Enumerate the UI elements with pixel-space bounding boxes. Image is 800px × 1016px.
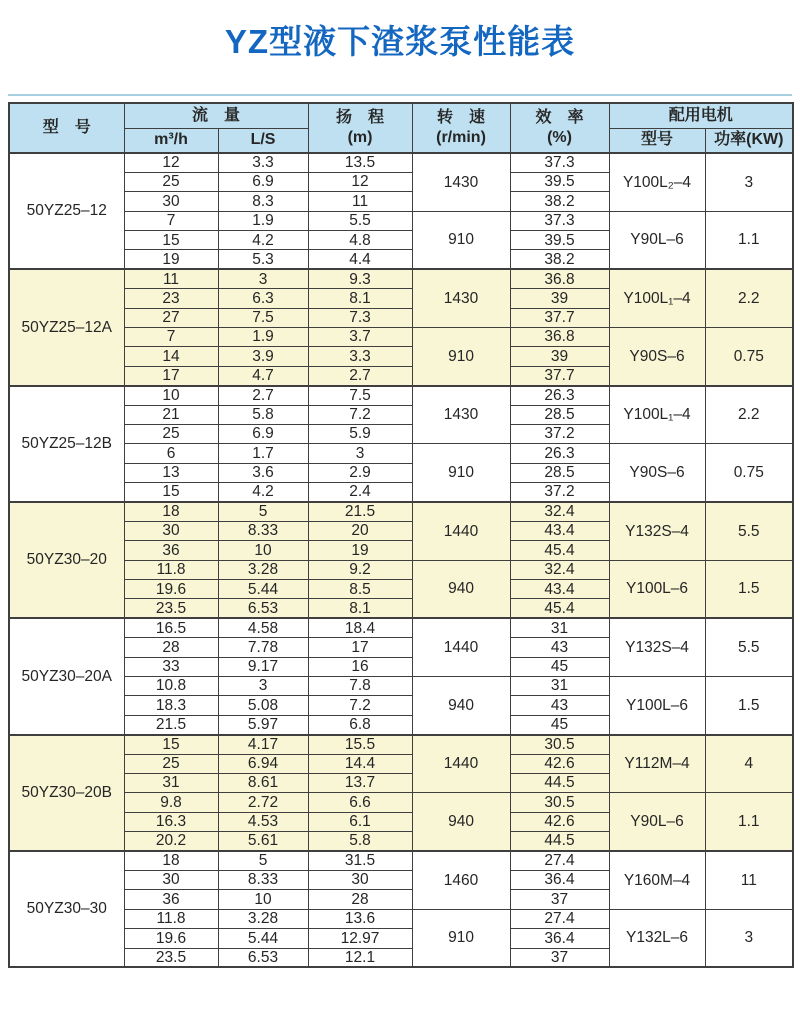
head-cell: 19 — [308, 541, 412, 560]
flow-m3h-cell: 13 — [124, 463, 218, 482]
head-cell: 15.5 — [308, 735, 412, 754]
flow-ls-cell: 4.7 — [218, 366, 308, 385]
motor-model-cell: Y90L–6 — [609, 211, 705, 269]
flow-m3h-cell: 23 — [124, 289, 218, 308]
head-cell: 2.9 — [308, 463, 412, 482]
flow-m3h-cell: 23.5 — [124, 948, 218, 967]
flow-m3h-cell: 18.3 — [124, 696, 218, 715]
flow-m3h-cell: 20.2 — [124, 832, 218, 851]
motor-power-cell: 5.5 — [705, 502, 793, 560]
table-row — [9, 328, 793, 347]
efficiency-cell: 27.4 — [510, 851, 609, 870]
model-cell: 50YZ25–12B — [9, 386, 124, 502]
flow-ls-cell: 2.72 — [218, 793, 308, 812]
flow-m3h-cell: 25 — [124, 424, 218, 443]
head-cell: 8.5 — [308, 580, 412, 599]
head-cell: 4.8 — [308, 231, 412, 250]
efficiency-cell: 28.5 — [510, 405, 609, 424]
flow-ls-cell: 3.28 — [218, 909, 308, 928]
head-cell: 16 — [308, 657, 412, 676]
head-cell: 6.8 — [308, 715, 412, 734]
efficiency-cell: 32.4 — [510, 502, 609, 521]
head-cell: 5.5 — [308, 211, 412, 230]
motor-power-cell: 1.1 — [705, 793, 793, 851]
efficiency-cell: 30.5 — [510, 793, 609, 812]
flow-m3h-cell: 17 — [124, 366, 218, 385]
flow-m3h-cell: 30 — [124, 521, 218, 540]
efficiency-cell: 31 — [510, 677, 609, 696]
head-cell: 2.4 — [308, 483, 412, 502]
flow-m3h-cell: 30 — [124, 870, 218, 889]
flow-m3h-cell: 25 — [124, 172, 218, 191]
motor-power-cell: 4 — [705, 735, 793, 793]
flow-ls-cell: 6.9 — [218, 424, 308, 443]
head-cell: 17 — [308, 638, 412, 657]
efficiency-cell: 36.8 — [510, 269, 609, 288]
efficiency-cell: 45 — [510, 657, 609, 676]
motor-power-cell: 0.75 — [705, 328, 793, 386]
motor-power-cell: 2.2 — [705, 386, 793, 444]
table-row — [9, 793, 793, 812]
head-cell: 6.1 — [308, 812, 412, 831]
flow-m3h-cell: 18 — [124, 502, 218, 521]
efficiency-cell: 26.3 — [510, 386, 609, 405]
flow-ls-cell: 3.28 — [218, 560, 308, 579]
table-row — [9, 851, 793, 870]
flow-ls-cell: 5 — [218, 502, 308, 521]
efficiency-cell: 37.3 — [510, 211, 609, 230]
flow-m3h-cell: 6 — [124, 444, 218, 463]
efficiency-cell: 37.7 — [510, 366, 609, 385]
efficiency-cell: 37.2 — [510, 483, 609, 502]
head-cell: 28 — [308, 890, 412, 909]
efficiency-cell: 26.3 — [510, 444, 609, 463]
efficiency-cell: 36.4 — [510, 870, 609, 889]
head-cell: 7.5 — [308, 386, 412, 405]
flow-m3h-cell: 36 — [124, 541, 218, 560]
head-cell: 3 — [308, 444, 412, 463]
col-header-motor-power: 功率(KW) — [705, 128, 793, 153]
flow-ls-cell: 6.53 — [218, 599, 308, 618]
model-cell: 50YZ30–20A — [9, 618, 124, 734]
flow-ls-cell: 3 — [218, 677, 308, 696]
head-cell: 14.4 — [308, 754, 412, 773]
col-header-head-label: 扬 程 — [336, 109, 385, 126]
motor-power-cell: 5.5 — [705, 618, 793, 676]
motor-power-cell: 11 — [705, 851, 793, 909]
flow-m3h-cell: 10 — [124, 386, 218, 405]
motor-model-cell: Y132S–4 — [609, 502, 705, 560]
flow-ls-cell: 5.44 — [218, 580, 308, 599]
motor-model-cell: Y160M–4 — [609, 851, 705, 909]
flow-m3h-cell: 16.3 — [124, 812, 218, 831]
table-row — [9, 269, 793, 288]
flow-ls-cell: 4.2 — [218, 483, 308, 502]
head-cell: 13.6 — [308, 909, 412, 928]
model-cell: 50YZ30–20B — [9, 735, 124, 851]
head-cell: 13.7 — [308, 774, 412, 793]
motor-model-cell: Y100L₂–4 — [609, 153, 705, 211]
flow-ls-cell: 7.78 — [218, 638, 308, 657]
flow-ls-cell: 6.9 — [218, 172, 308, 191]
flow-ls-cell: 3 — [218, 269, 308, 288]
flow-m3h-cell: 7 — [124, 211, 218, 230]
flow-m3h-cell: 15 — [124, 231, 218, 250]
flow-m3h-cell: 19.6 — [124, 929, 218, 948]
motor-model-cell: Y100L₁–4 — [609, 269, 705, 327]
flow-m3h-cell: 21 — [124, 405, 218, 424]
table-row — [9, 444, 793, 463]
motor-power-cell: 2.2 — [705, 269, 793, 327]
flow-ls-cell: 5.3 — [218, 250, 308, 269]
flow-m3h-cell: 11 — [124, 269, 218, 288]
flow-ls-cell: 6.3 — [218, 289, 308, 308]
col-header-efficiency-unit: (%) — [547, 129, 572, 146]
model-cell: 50YZ30–20 — [9, 502, 124, 618]
head-cell: 11 — [308, 192, 412, 211]
flow-ls-cell: 3.9 — [218, 347, 308, 366]
head-cell: 4.4 — [308, 250, 412, 269]
motor-power-cell: 0.75 — [705, 444, 793, 502]
flow-ls-cell: 8.3 — [218, 192, 308, 211]
col-header-speed — [412, 103, 510, 153]
motor-model-cell: Y132L–6 — [609, 909, 705, 967]
speed-cell: 940 — [412, 677, 510, 735]
head-cell: 7.3 — [308, 308, 412, 327]
speed-cell: 1430 — [412, 386, 510, 444]
flow-ls-cell: 4.17 — [218, 735, 308, 754]
flow-m3h-cell: 12 — [124, 153, 218, 172]
efficiency-cell: 37 — [510, 948, 609, 967]
table-row — [9, 386, 793, 405]
efficiency-cell: 39.5 — [510, 231, 609, 250]
head-cell: 6.6 — [308, 793, 412, 812]
header-row-1 — [9, 103, 793, 128]
head-cell: 8.1 — [308, 289, 412, 308]
efficiency-cell: 39.5 — [510, 172, 609, 191]
flow-m3h-cell: 14 — [124, 347, 218, 366]
flow-ls-cell: 2.7 — [218, 386, 308, 405]
efficiency-cell: 44.5 — [510, 774, 609, 793]
efficiency-cell: 30.5 — [510, 735, 609, 754]
motor-model-cell: Y100L–6 — [609, 560, 705, 618]
head-cell: 2.7 — [308, 366, 412, 385]
col-header-speed-unit: (r/min) — [436, 129, 486, 146]
head-cell: 30 — [308, 870, 412, 889]
flow-ls-cell: 5.97 — [218, 715, 308, 734]
speed-cell: 910 — [412, 328, 510, 386]
efficiency-cell: 38.2 — [510, 250, 609, 269]
table-row — [9, 909, 793, 928]
efficiency-cell: 43 — [510, 638, 609, 657]
model-cell: 50YZ30–30 — [9, 851, 124, 967]
table-row — [9, 502, 793, 521]
col-header-motor: 配用电机 — [609, 103, 793, 128]
performance-table-body — [9, 153, 793, 967]
performance-table — [8, 102, 794, 968]
flow-ls-cell: 1.9 — [218, 211, 308, 230]
motor-power-cell: 1.5 — [705, 677, 793, 735]
efficiency-cell: 45 — [510, 715, 609, 734]
speed-cell: 1430 — [412, 269, 510, 327]
efficiency-cell: 45.4 — [510, 541, 609, 560]
motor-model-cell: Y100L₁–4 — [609, 386, 705, 444]
table-row — [9, 211, 793, 230]
flow-ls-cell: 1.9 — [218, 328, 308, 347]
flow-ls-cell: 4.53 — [218, 812, 308, 831]
efficiency-cell: 27.4 — [510, 909, 609, 928]
col-header-flow-m3h: m³/h — [124, 128, 218, 153]
efficiency-cell: 43.4 — [510, 580, 609, 599]
speed-cell: 1440 — [412, 502, 510, 560]
flow-m3h-cell: 27 — [124, 308, 218, 327]
flow-ls-cell: 5.8 — [218, 405, 308, 424]
head-cell: 9.2 — [308, 560, 412, 579]
table-top-rule — [8, 94, 792, 96]
flow-ls-cell: 1.7 — [218, 444, 308, 463]
flow-m3h-cell: 11.8 — [124, 909, 218, 928]
col-header-flow: 流 量 — [124, 103, 308, 128]
flow-ls-cell: 8.33 — [218, 521, 308, 540]
speed-cell: 940 — [412, 560, 510, 618]
motor-model-cell: Y132S–4 — [609, 618, 705, 676]
flow-m3h-cell: 33 — [124, 657, 218, 676]
flow-ls-cell: 6.94 — [218, 754, 308, 773]
head-cell: 12 — [308, 172, 412, 191]
flow-ls-cell: 10 — [218, 541, 308, 560]
head-cell: 7.8 — [308, 677, 412, 696]
flow-ls-cell: 5.61 — [218, 832, 308, 851]
flow-m3h-cell: 19 — [124, 250, 218, 269]
head-cell: 9.3 — [308, 269, 412, 288]
motor-power-cell: 1.1 — [705, 211, 793, 269]
efficiency-cell: 43 — [510, 696, 609, 715]
col-header-flow-ls: L/S — [218, 128, 308, 153]
model-cell: 50YZ25–12A — [9, 269, 124, 385]
head-cell: 7.2 — [308, 696, 412, 715]
flow-ls-cell: 7.5 — [218, 308, 308, 327]
head-cell: 12.1 — [308, 948, 412, 967]
flow-ls-cell: 5.08 — [218, 696, 308, 715]
flow-ls-cell: 8.61 — [218, 774, 308, 793]
motor-power-cell: 3 — [705, 909, 793, 967]
speed-cell: 910 — [412, 444, 510, 502]
head-cell: 5.9 — [308, 424, 412, 443]
efficiency-cell: 42.6 — [510, 754, 609, 773]
flow-m3h-cell: 10.8 — [124, 677, 218, 696]
flow-m3h-cell: 21.5 — [124, 715, 218, 734]
head-cell: 8.1 — [308, 599, 412, 618]
col-header-efficiency-label: 效 率 — [535, 109, 584, 126]
flow-ls-cell: 9.17 — [218, 657, 308, 676]
flow-m3h-cell: 19.6 — [124, 580, 218, 599]
head-cell: 7.2 — [308, 405, 412, 424]
speed-cell: 940 — [412, 793, 510, 851]
flow-ls-cell: 5.44 — [218, 929, 308, 948]
flow-ls-cell: 10 — [218, 890, 308, 909]
efficiency-cell: 36.8 — [510, 328, 609, 347]
head-cell: 3.3 — [308, 347, 412, 366]
efficiency-cell: 39 — [510, 347, 609, 366]
flow-ls-cell: 5 — [218, 851, 308, 870]
speed-cell: 910 — [412, 211, 510, 269]
table-row — [9, 153, 793, 172]
speed-cell: 910 — [412, 909, 510, 967]
model-cell: 50YZ25–12 — [9, 153, 124, 269]
flow-m3h-cell: 30 — [124, 192, 218, 211]
flow-ls-cell: 4.2 — [218, 231, 308, 250]
head-cell: 3.7 — [308, 328, 412, 347]
motor-model-cell: Y90S–6 — [609, 328, 705, 386]
flow-m3h-cell: 9.8 — [124, 793, 218, 812]
efficiency-cell: 36.4 — [510, 929, 609, 948]
col-header-head — [308, 103, 412, 153]
motor-model-cell: Y90L–6 — [609, 793, 705, 851]
page-title: YZ型液下渣浆泵性能表 — [224, 23, 576, 60]
head-cell: 12.97 — [308, 929, 412, 948]
performance-table-container — [8, 94, 792, 968]
motor-power-cell: 3 — [705, 153, 793, 211]
flow-m3h-cell: 31 — [124, 774, 218, 793]
flow-ls-cell: 3.3 — [218, 153, 308, 172]
head-cell: 13.5 — [308, 153, 412, 172]
efficiency-cell: 43.4 — [510, 521, 609, 540]
efficiency-cell: 42.6 — [510, 812, 609, 831]
flow-ls-cell: 8.33 — [218, 870, 308, 889]
col-header-model: 型 号 — [9, 103, 124, 153]
table-row — [9, 560, 793, 579]
motor-model-cell: Y112M–4 — [609, 735, 705, 793]
head-cell: 5.8 — [308, 832, 412, 851]
flow-m3h-cell: 15 — [124, 735, 218, 754]
table-row — [9, 735, 793, 754]
efficiency-cell: 44.5 — [510, 832, 609, 851]
efficiency-cell: 37.2 — [510, 424, 609, 443]
col-header-head-unit: (m) — [347, 129, 373, 146]
efficiency-cell: 45.4 — [510, 599, 609, 618]
efficiency-cell: 32.4 — [510, 560, 609, 579]
efficiency-cell: 37 — [510, 890, 609, 909]
flow-m3h-cell: 7 — [124, 328, 218, 347]
efficiency-cell: 28.5 — [510, 463, 609, 482]
efficiency-cell: 37.7 — [510, 308, 609, 327]
efficiency-cell: 39 — [510, 289, 609, 308]
flow-m3h-cell: 16.5 — [124, 618, 218, 637]
head-cell: 31.5 — [308, 851, 412, 870]
speed-cell: 1440 — [412, 618, 510, 676]
table-row — [9, 618, 793, 637]
head-cell: 21.5 — [308, 502, 412, 521]
speed-cell: 1430 — [412, 153, 510, 211]
col-header-efficiency — [510, 103, 609, 153]
motor-model-cell: Y100L–6 — [609, 677, 705, 735]
flow-m3h-cell: 36 — [124, 890, 218, 909]
col-header-speed-label: 转 速 — [437, 109, 486, 126]
flow-ls-cell: 3.6 — [218, 463, 308, 482]
head-cell: 20 — [308, 521, 412, 540]
table-header — [9, 103, 793, 153]
table-row — [9, 677, 793, 696]
flow-ls-cell: 4.58 — [218, 618, 308, 637]
efficiency-cell: 38.2 — [510, 192, 609, 211]
flow-ls-cell: 6.53 — [218, 948, 308, 967]
flow-m3h-cell: 28 — [124, 638, 218, 657]
flow-m3h-cell: 15 — [124, 483, 218, 502]
motor-model-cell: Y90S–6 — [609, 444, 705, 502]
head-cell: 18.4 — [308, 618, 412, 637]
speed-cell: 1440 — [412, 735, 510, 793]
flow-m3h-cell: 11.8 — [124, 560, 218, 579]
flow-m3h-cell: 23.5 — [124, 599, 218, 618]
flow-m3h-cell: 18 — [124, 851, 218, 870]
col-header-motor-model: 型号 — [609, 128, 705, 153]
efficiency-cell: 31 — [510, 618, 609, 637]
speed-cell: 1460 — [412, 851, 510, 909]
motor-power-cell: 1.5 — [705, 560, 793, 618]
efficiency-cell: 37.3 — [510, 153, 609, 172]
flow-m3h-cell: 25 — [124, 754, 218, 773]
